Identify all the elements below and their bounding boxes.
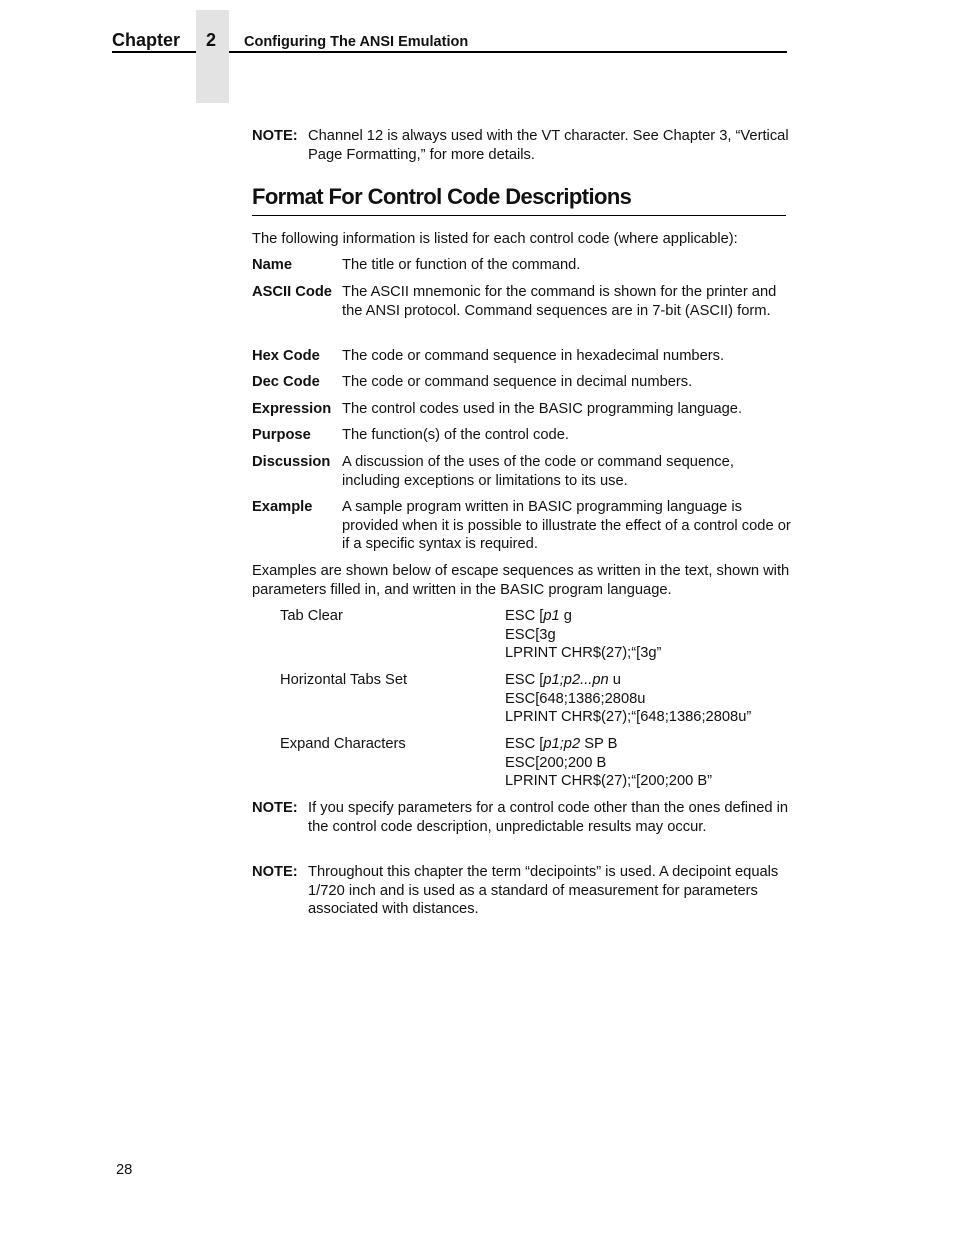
definition-desc: The ASCII mnemonic for the command is shown for the printer and the ANSI protocol. Command sequences are in 7-bit (ASCII) form. <box>342 284 777 319</box>
definition-term: Hex Code <box>252 348 320 364</box>
definition-desc: A discussion of the uses of the code or command sequence, including exceptions or limitations to its use. <box>342 454 734 489</box>
example-filled: ESC[200;200 B <box>505 754 607 771</box>
note-decipoints <box>252 863 792 919</box>
definition-item <box>252 453 792 490</box>
example-name: Expand Characters <box>280 736 406 752</box>
definition-item <box>252 347 792 366</box>
definition-item <box>252 426 792 445</box>
definition-desc: The code or command sequence in decimal numbers. <box>342 374 693 390</box>
example-param: p1;p2...pn <box>543 672 609 688</box>
note-text: If you specify parameters for a control code other than the ones defined in the control code description, unpredictable results may occur. <box>308 800 789 835</box>
running-header-title: Configuring The ANSI Emulation <box>244 34 469 50</box>
example-sequences <box>505 671 751 727</box>
definition-desc: The title or function of the command. <box>342 257 581 273</box>
note-label: NOTE: <box>252 128 298 144</box>
example-name: Horizontal Tabs Set <box>280 672 408 688</box>
note-text: Channel 12 is always used with the VT character. See Chapter 3, “Vertical Page Formatting,” for more details. <box>308 128 789 163</box>
examples-intro: Examples are shown below of escape sequences as written in the text, shown with parameters filled in, and written in the BASIC program language. <box>252 563 790 598</box>
example-sequences <box>505 735 712 791</box>
definition-term: Expression <box>252 401 332 417</box>
note-channel-12 <box>252 127 792 164</box>
header-rule <box>112 51 196 53</box>
example-filled: ESC[648;1386;2808u <box>505 690 646 707</box>
example-syntax: ESC [p1 g <box>505 608 572 624</box>
example-param: p1;p2 <box>543 736 581 752</box>
example-param: p1 <box>543 608 560 624</box>
section-title: Format For Control Code Descriptions <box>252 184 632 209</box>
chapter-label: Chapter <box>112 30 181 50</box>
example-sequences <box>505 607 661 663</box>
definition-item <box>252 283 792 320</box>
definition-term: Discussion <box>252 454 331 470</box>
example-name: Tab Clear <box>280 608 343 624</box>
definition-desc: A sample program written in BASIC programming language is provided when it is possible to illustrate the effect of a control code or if a specific syntax is required. <box>342 499 791 552</box>
definition-desc: The function(s) of the control code. <box>342 427 569 443</box>
definition-desc: The code or command sequence in hexadecimal numbers. <box>342 348 725 364</box>
note-parameters <box>252 799 792 836</box>
chapter-number: 2 <box>206 30 217 50</box>
example-syntax: ESC [p1;p2 SP B <box>505 736 618 752</box>
header-rule <box>229 51 787 53</box>
chapter-tab <box>196 10 229 103</box>
example-basic: LPRINT CHR$(27);“[200;200 B” <box>505 773 713 789</box>
definition-item <box>252 400 792 419</box>
page-number: 28 <box>116 1162 133 1178</box>
definition-term: Dec Code <box>252 374 320 390</box>
note-label: NOTE: <box>252 864 298 880</box>
section-rule <box>252 215 786 216</box>
definition-item <box>252 373 792 392</box>
note-label: NOTE: <box>252 800 298 816</box>
definition-item <box>252 498 792 554</box>
definition-item <box>252 256 792 275</box>
definition-term: ASCII Code <box>252 284 332 300</box>
example-filled: ESC[3g <box>505 626 556 643</box>
definition-term: Purpose <box>252 427 311 443</box>
note-text: Throughout this chapter the term “decipoints” is used. A decipoint equals 1/720 inch and is used as a standard of measurement for parameters associated with distances. <box>308 864 779 917</box>
definition-desc: The control codes used in the BASIC programming language. <box>342 401 743 417</box>
definition-term: Name <box>252 257 293 273</box>
example-syntax: ESC [p1;p2...pn u <box>505 672 621 688</box>
section-intro: The following information is listed for each control code (where applicable): <box>252 231 738 247</box>
definition-term: Example <box>252 499 313 515</box>
example-basic: LPRINT CHR$(27);“[3g” <box>505 645 662 661</box>
example-basic: LPRINT CHR$(27);“[648;1386;2808u” <box>505 709 752 725</box>
